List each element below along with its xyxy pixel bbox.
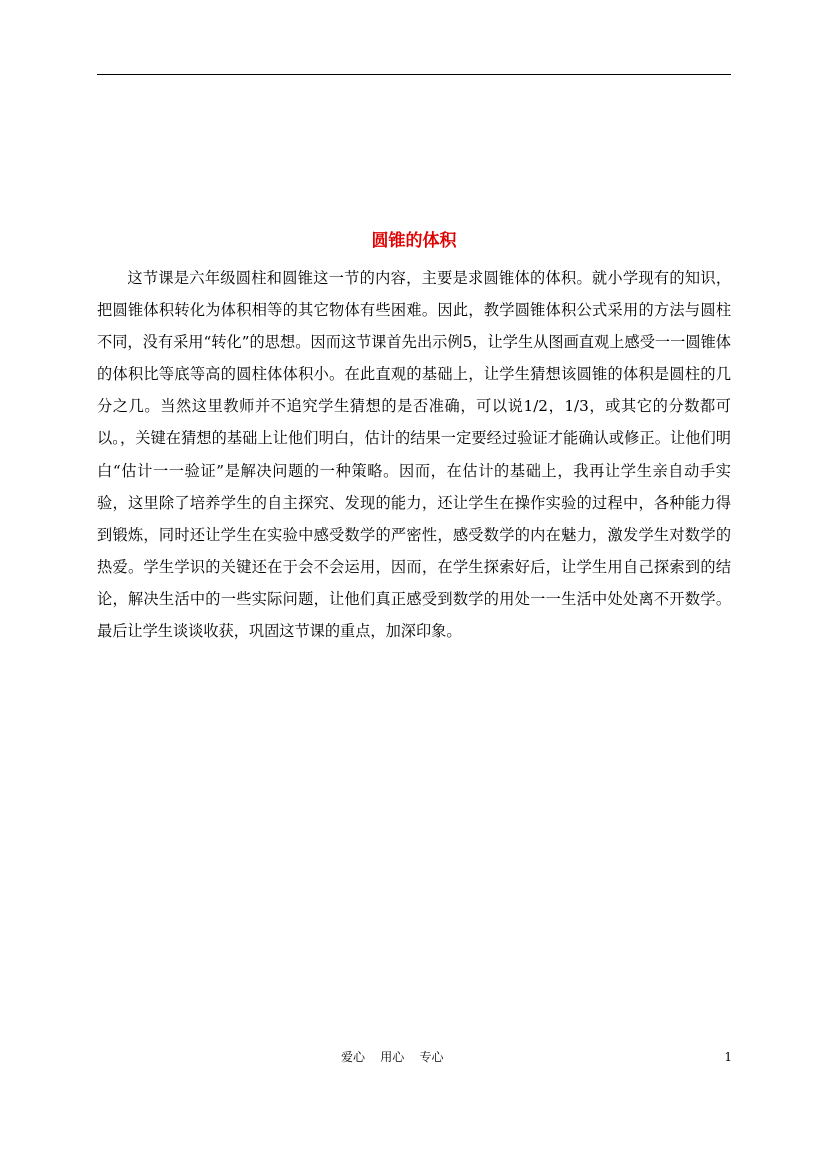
footer-motto: 爱心 用心 专心: [341, 1050, 444, 1064]
body-paragraph: 这节课是六年级圆柱和圆锥这一节的内容，主要是求圆锥体的体积。就小学现有的知识，把圆锥体积转化为体积相等的其它物体有些困难。因此，教学圆锥体积公式采用的方法与圆柱不同，没有采用“转化”的思想。因而这节课首先出示例5，让学生从图画直观上感受一一圆锥体的体积比等底等高的圆柱体体积小。在此直观的基础上，让学生猜想该圆锥的体积是圆柱的几分之几。当然这里教师并不追究学生猜想的是否准确，可以说1/2，1/3，或其它的分数都可以。，关键在猜想的基础上让他们明白，估计的结果一定要经过验证才能确认或修正。让他们明白“估计一一验证”是解决问题的一种策略。因而，在估计的基础上，我再让学生亲自动手实验，这里除了培养学生的自主探究、发现的能力，还让学生在操作实验的过程中，各种能力得到锻炼，同时还让学生在实验中感受数学的严密性，感受数学的内在魅力，激发学生对数学的热爱。学生学识的关键还在于会不会运用，因而，在学生探索好后，让学生用自己探索到的结论，解决生活中的一些实际问题，让他们真正感受到数学的用处一一生活中处处离不开数学。最后让学生谈谈收获，巩固这节课的重点，加深印象。: [97, 269, 731, 641]
header-rule: [97, 74, 731, 75]
page-number: 1: [724, 1050, 732, 1064]
page-footer: [0, 1047, 827, 1067]
document-title: 圆锥的体积: [371, 231, 457, 251]
